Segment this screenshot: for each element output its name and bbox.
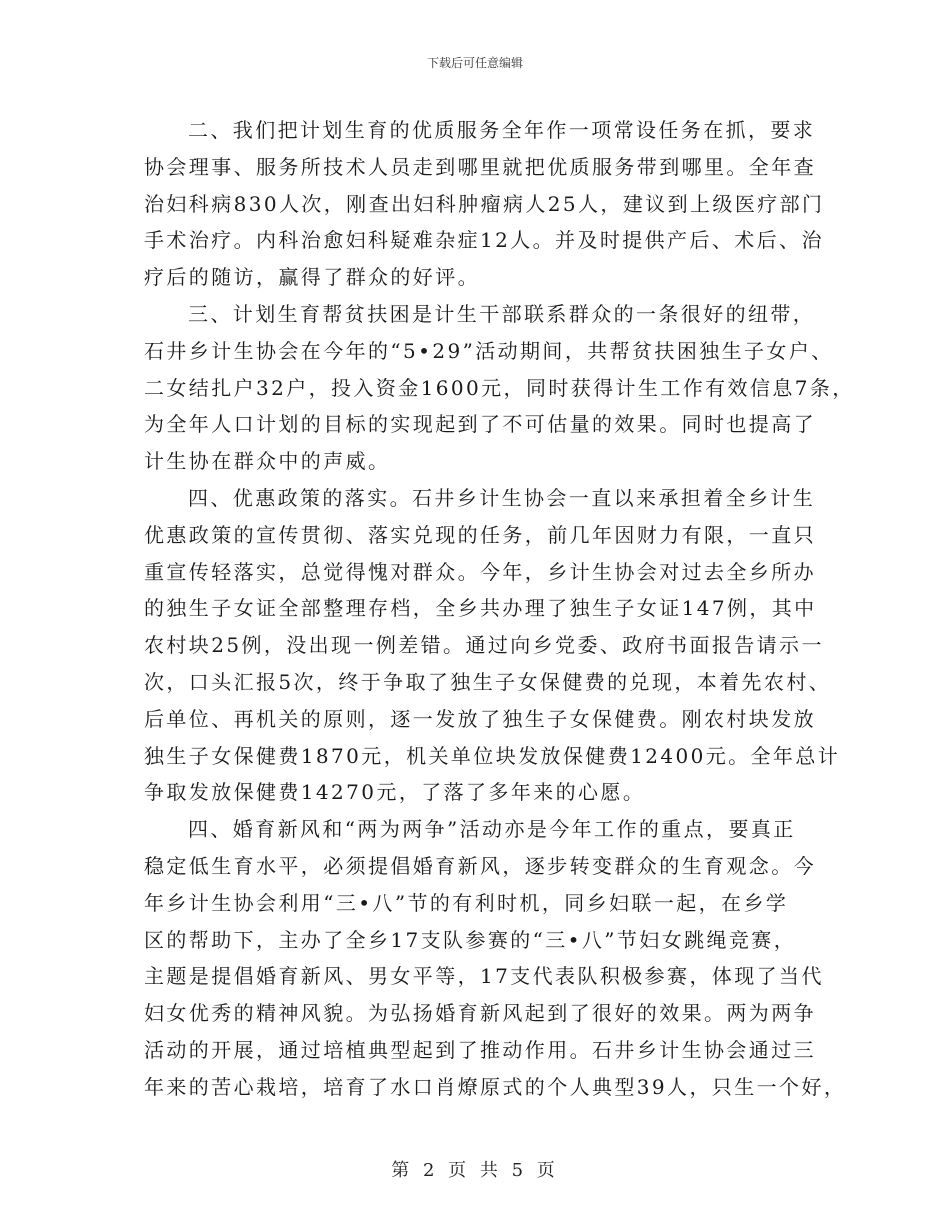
text-line: 区的帮助下，主办了全乡17支队参赛的“三•八”节妇女跳绳竞赛，	[144, 927, 797, 952]
text-line: 三、计划生育帮贫扶困是计生干部联系群众的一条很好的纽带，	[188, 301, 816, 326]
paragraph-poverty-relief	[144, 296, 855, 480]
text-line: 协会理事、服务所技术人员走到哪里就把优质服务带到哪里。全年查	[144, 154, 816, 179]
text-line: 次，口头汇报5次，终于争取了独生子女保健费的兑现，本着先农村、	[144, 669, 832, 694]
text-line: 活动的开展，通过培植典型起到了推动作用。石井乡计生协会通过三	[144, 1037, 816, 1062]
text-line: 重宣传轻落实，总觉得愧对群众。今年，乡计生协会对过去全乡所办	[144, 559, 816, 584]
text-line: 优惠政策的宣传贯彻、落实兑现的任务，前几年因财力有限，一直只	[144, 522, 816, 547]
text-line: 稳定低生育水平，必须提倡婚育新风，逐步转变群众的生育观念。今	[144, 853, 816, 878]
text-line: 争取发放保健费14270元，了落了多年来的心愿。	[144, 780, 646, 805]
page-number-footer: 第 2 页 共 5 页	[391, 1160, 559, 1181]
text-line: 妇女优秀的精神风貌。为弘扬婚育新风起到了很好的效果。两为两争	[144, 1001, 816, 1026]
text-line: 年乡计生协会利用“三•八”节的有利时机，同乡妇联一起，在乡学	[144, 890, 789, 915]
page-header: 下载后可任意编辑	[426, 56, 523, 70]
text-line: 二女结扎户32户，投入资金1600元，同时获得计生工作有效信息7条，	[144, 375, 855, 400]
text-line: 主题是提倡婚育新风、男女平等，17支代表队积极参赛，体现了当代	[144, 964, 824, 989]
text-line: 为全年人口计划的目标的实现起到了不可估量的效果。同时也提高了	[144, 412, 816, 437]
paragraph-quality-service	[144, 112, 826, 296]
text-line: 的独生子女证全部整理存档，全乡共办理了独生子女证147例，其中	[144, 596, 817, 621]
text-line: 年来的苦心栽培，培育了水口肖燎原式的个人典型39人，只生一个好，	[144, 1074, 847, 1099]
paragraph-marriage-customs	[144, 811, 847, 1105]
text-line: 独生子女保健费1870元，机关单位块发放保健费12400元。全年总计	[144, 743, 841, 768]
text-line: 农村块25例，没出现一例差错。通过向乡党委、政府书面报告请示一	[144, 633, 824, 658]
text-line: 计生协在群众中的声威。	[144, 449, 391, 474]
text-line: 治妇科病830人次，刚查出妇科肿瘤病人25人，建议到上级医疗部门	[144, 191, 825, 216]
paragraph-preferential-policy	[144, 480, 841, 811]
text-line: 石井乡计生协会在今年的“5•29”活动期间，共帮贫扶困独生子女户、	[144, 338, 834, 363]
document-body	[144, 112, 855, 1106]
text-line: 疗后的随访，赢得了群众的好评。	[144, 265, 480, 290]
text-line: 四、婚育新风和“两为两争”活动亦是今年工作的重点，要真正	[188, 817, 796, 842]
text-line: 后单位、再机关的原则，逐一发放了独生子女保健费。刚农村块发放	[144, 706, 816, 731]
text-line: 二、我们把计划生育的优质服务全年作一项常设任务在抓，要求	[188, 118, 816, 142]
text-line: 四、优惠政策的落实。石井乡计生协会一直以来承担着全乡计生	[188, 485, 816, 510]
text-line: 手术治疗。内科治愈妇科疑难杂症12人。并及时提供产后、术后、治	[144, 228, 824, 253]
